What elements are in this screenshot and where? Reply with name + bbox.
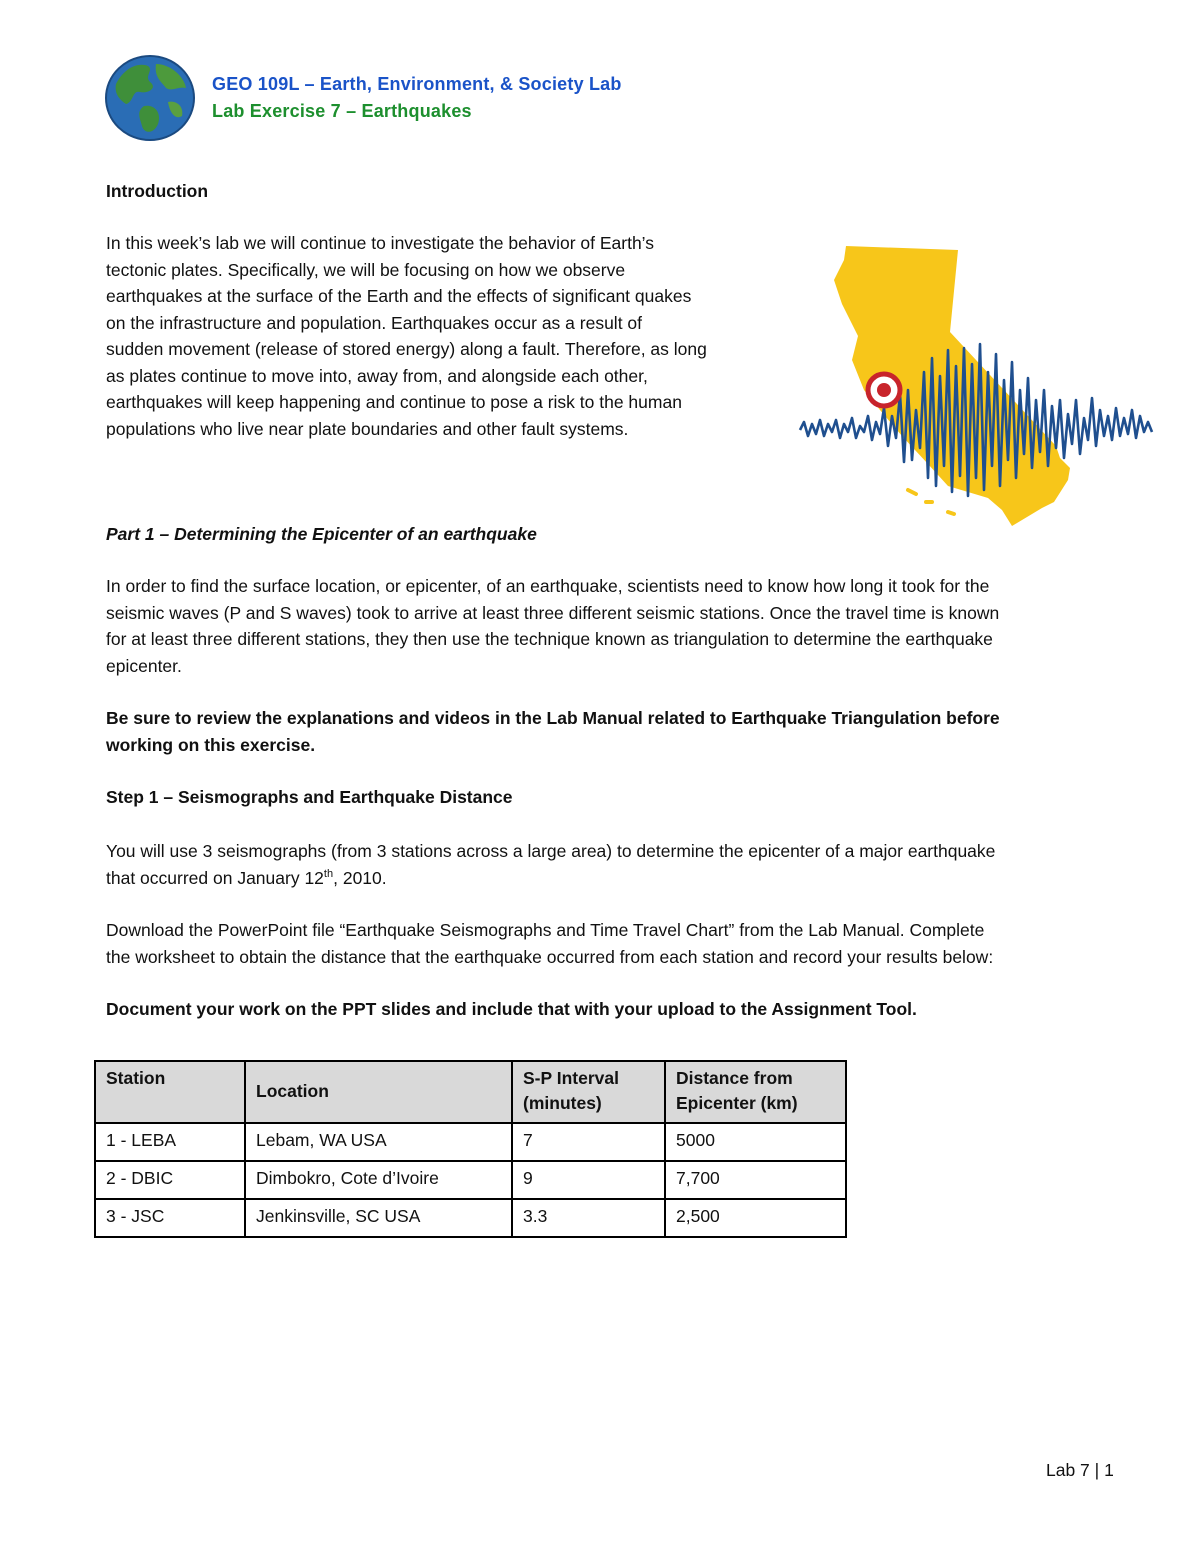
table-row	[95, 1161, 846, 1199]
cell-station: 3 - JSC	[95, 1199, 245, 1237]
intro-line: tectonic plates. Specifically, we will be focusing on how we observe	[106, 259, 626, 280]
cell-location: Jenkinsville, SC USA	[245, 1199, 512, 1237]
header-interval-line1: S-P Interval	[523, 1068, 619, 1088]
review-line: working on this exercise.	[106, 734, 316, 755]
intro-heading: Introduction	[106, 181, 209, 201]
intro-line: populations who live near plate boundaries and other fault systems.	[106, 418, 629, 439]
header-interval-line2: (minutes)	[523, 1093, 602, 1113]
intro-line: earthquakes will keep happening and continue to pose a risk to the human	[106, 392, 682, 412]
date-superscript: th	[323, 867, 334, 880]
lab-title: Lab Exercise 7 – Earthquakes	[212, 101, 472, 121]
use-line: You will use 3 seismographs (from 3 stations across a large area) to determine the epicenter of a major earthquake	[106, 841, 996, 861]
intro-line: earthquakes at the surface of the Earth and the effects of significant quakes	[106, 286, 692, 306]
use-line-date	[106, 865, 1146, 892]
part1-line: epicenter.	[106, 655, 182, 676]
table-row	[95, 1199, 846, 1237]
part1-line: In order to find the surface location, or epicenter, of an earthquake, scientists need to know how long it took for the	[106, 576, 990, 596]
cell-interval: 9	[512, 1161, 665, 1199]
header-location-label: Location	[256, 1080, 329, 1101]
california-seismograph-illustration	[798, 240, 1154, 530]
part1-paragraph	[106, 573, 1146, 679]
part1-line: seismic waves (P and S waves) took to arrive at least three different seismic stations. Once the travel time is known	[106, 602, 1000, 623]
intro-paragraph	[106, 230, 796, 442]
use-line-text: that occurred on January 12	[106, 867, 324, 888]
intro-line: as plates continue to move into, away from, and alongside each other,	[106, 365, 648, 386]
document-instruction: Document your work on the PPT slides and include that with your upload to the Assignment Tool.	[106, 999, 917, 1019]
earth-globe-icon	[104, 54, 196, 142]
header-distance-line2: Epicenter (km)	[676, 1093, 798, 1113]
download-line: the worksheet to obtain the distance that the earthquake occurred from each station and record your results below:	[106, 946, 994, 967]
cell-distance: 2,500	[665, 1199, 846, 1237]
epicenter-target-icon	[868, 374, 900, 406]
header-distance	[665, 1061, 846, 1123]
part1-heading: Part 1 – Determining the Epicenter of an earthquake	[106, 524, 537, 544]
review-line: Be sure to review the explanations and videos in the Lab Manual related to Earthquake Triangulation before	[106, 708, 1000, 728]
intro-line: on the infrastructure and population. Earthquakes occur as a result of	[106, 312, 643, 333]
header-station	[95, 1061, 245, 1123]
course-title: GEO 109L – Earth, Environment, & Society Lab	[212, 74, 622, 94]
step1-use-paragraph	[106, 838, 1146, 891]
cell-interval: 3.3	[512, 1199, 665, 1237]
intro-line: In this week’s lab we will continue to investigate the behavior of Earth’s	[106, 233, 654, 253]
cell-location: Dimbokro, Cote d’Ivoire	[245, 1161, 512, 1199]
cell-station: 2 - DBIC	[95, 1161, 245, 1199]
header-station-label: Station	[106, 1068, 166, 1088]
download-line: Download the PowerPoint file “Earthquake Seismographs and Time Travel Chart” from the Lab Manual. Complete	[106, 920, 985, 940]
intro-line: sudden movement (release of stored energy) along a fault. Therefore, as long	[106, 339, 707, 359]
cell-station: 1 - LEBA	[95, 1123, 245, 1161]
review-note	[106, 705, 1146, 758]
results-table-container	[94, 1060, 847, 1238]
use-line-text-end: , 2010.	[333, 867, 387, 888]
cell-interval: 7	[512, 1123, 665, 1161]
cell-distance: 7,700	[665, 1161, 846, 1199]
download-paragraph	[106, 917, 1166, 970]
cell-distance: 5000	[665, 1123, 846, 1161]
table-row	[95, 1123, 846, 1161]
header-distance-line1: Distance from	[676, 1068, 793, 1088]
page-number: Lab 7 | 1	[1046, 1460, 1114, 1480]
table-header-row	[95, 1061, 846, 1123]
results-table	[94, 1060, 847, 1238]
header-location	[245, 1061, 512, 1123]
step1-heading: Step 1 – Seismographs and Earthquake Distance	[106, 787, 513, 807]
part1-line: for at least three different stations, they then use the technique known as triangulation to determine the earthquake	[106, 629, 993, 649]
cell-location: Lebam, WA USA	[245, 1123, 512, 1161]
header-interval	[512, 1061, 665, 1123]
